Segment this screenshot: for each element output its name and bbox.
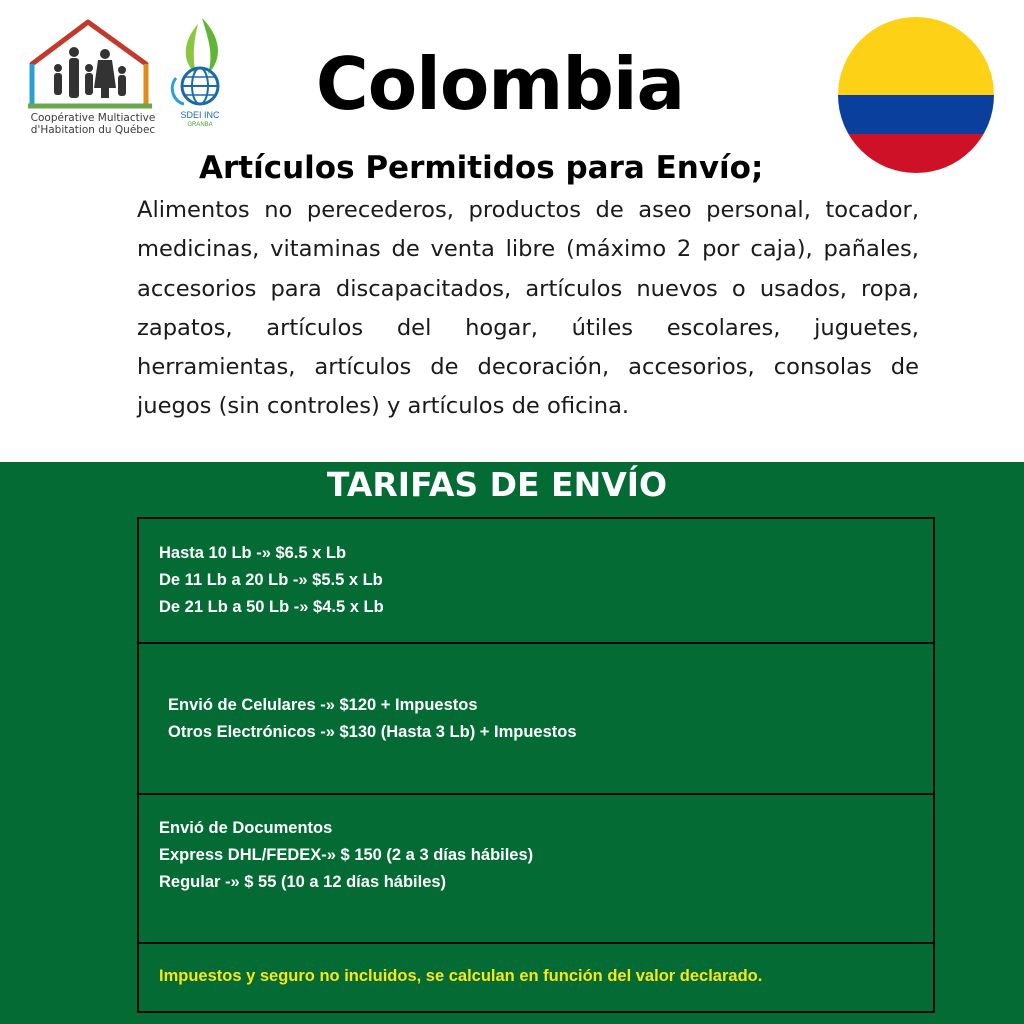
weight-rate-1: Hasta 10 Lb -» $6.5 x Lb — [159, 544, 347, 562]
rates-heading: TARIFAS DE ENVÍO — [326, 465, 668, 504]
sdei-logo — [168, 14, 232, 134]
phone-rate: Envió de Celulares -» $120 + Impuestos — [168, 696, 478, 714]
weight-rate-3: De 21 Lb a 50 Lb -» $4.5 x Lb — [159, 598, 384, 616]
allowed-items-text: Alimentos no perecederos, productos de aseo personal, tocador, medicinas, vitaminas de venta libre (máximo 2 por caja), pañales, accesorios para discapacitados, artículos nuevos o usados, ropa, zapatos, artículos del hogar, útiles escolares, juguetes, herramientas, artículos de decoración, accesorios, consolas de juegos (sin controles) y artículos de oficina. — [137, 197, 919, 420]
rates-table — [137, 517, 935, 1013]
note-cell — [139, 942, 933, 1011]
globe-plant-logo-icon — [168, 14, 232, 110]
coop-logo-line1: Coopérative Multiactive — [30, 112, 156, 124]
allowed-items-heading: Artículos Permitidos para Envío; — [199, 150, 764, 186]
taxes-note: Impuestos y seguro no incluidos, se calculan en función del valor declarado. — [159, 967, 763, 985]
coop-logo-line2: d'Habitation du Québec — [30, 124, 156, 136]
coop-logo-text — [18, 112, 168, 136]
electronics-rate: Otros Electrónicos -» $130 (Hasta 3 Lb) + Impuestos — [168, 723, 577, 741]
express-rate: Express DHL/FEDEX-» $ 150 (2 a 3 días hábiles) — [159, 846, 534, 864]
weight-rates-cell — [139, 519, 933, 642]
coop-logo — [18, 16, 168, 141]
sdei-logo-name: SDEI INC — [180, 110, 220, 120]
sdei-logo-sub: GRANBA — [187, 122, 213, 128]
flag-blue-band — [838, 95, 994, 134]
documents-heading: Envió de Documentos — [159, 819, 333, 837]
regular-rate: Regular -» $ 55 (10 a 12 días hábiles) — [159, 873, 447, 891]
electronics-rates-cell — [139, 642, 933, 793]
weight-rate-2: De 11 Lb a 20 Lb -» $5.5 x Lb — [159, 571, 383, 589]
documents-rates-cell — [139, 793, 933, 942]
family-house-logo-icon — [18, 16, 168, 112]
page-title: Colombia — [315, 42, 685, 126]
